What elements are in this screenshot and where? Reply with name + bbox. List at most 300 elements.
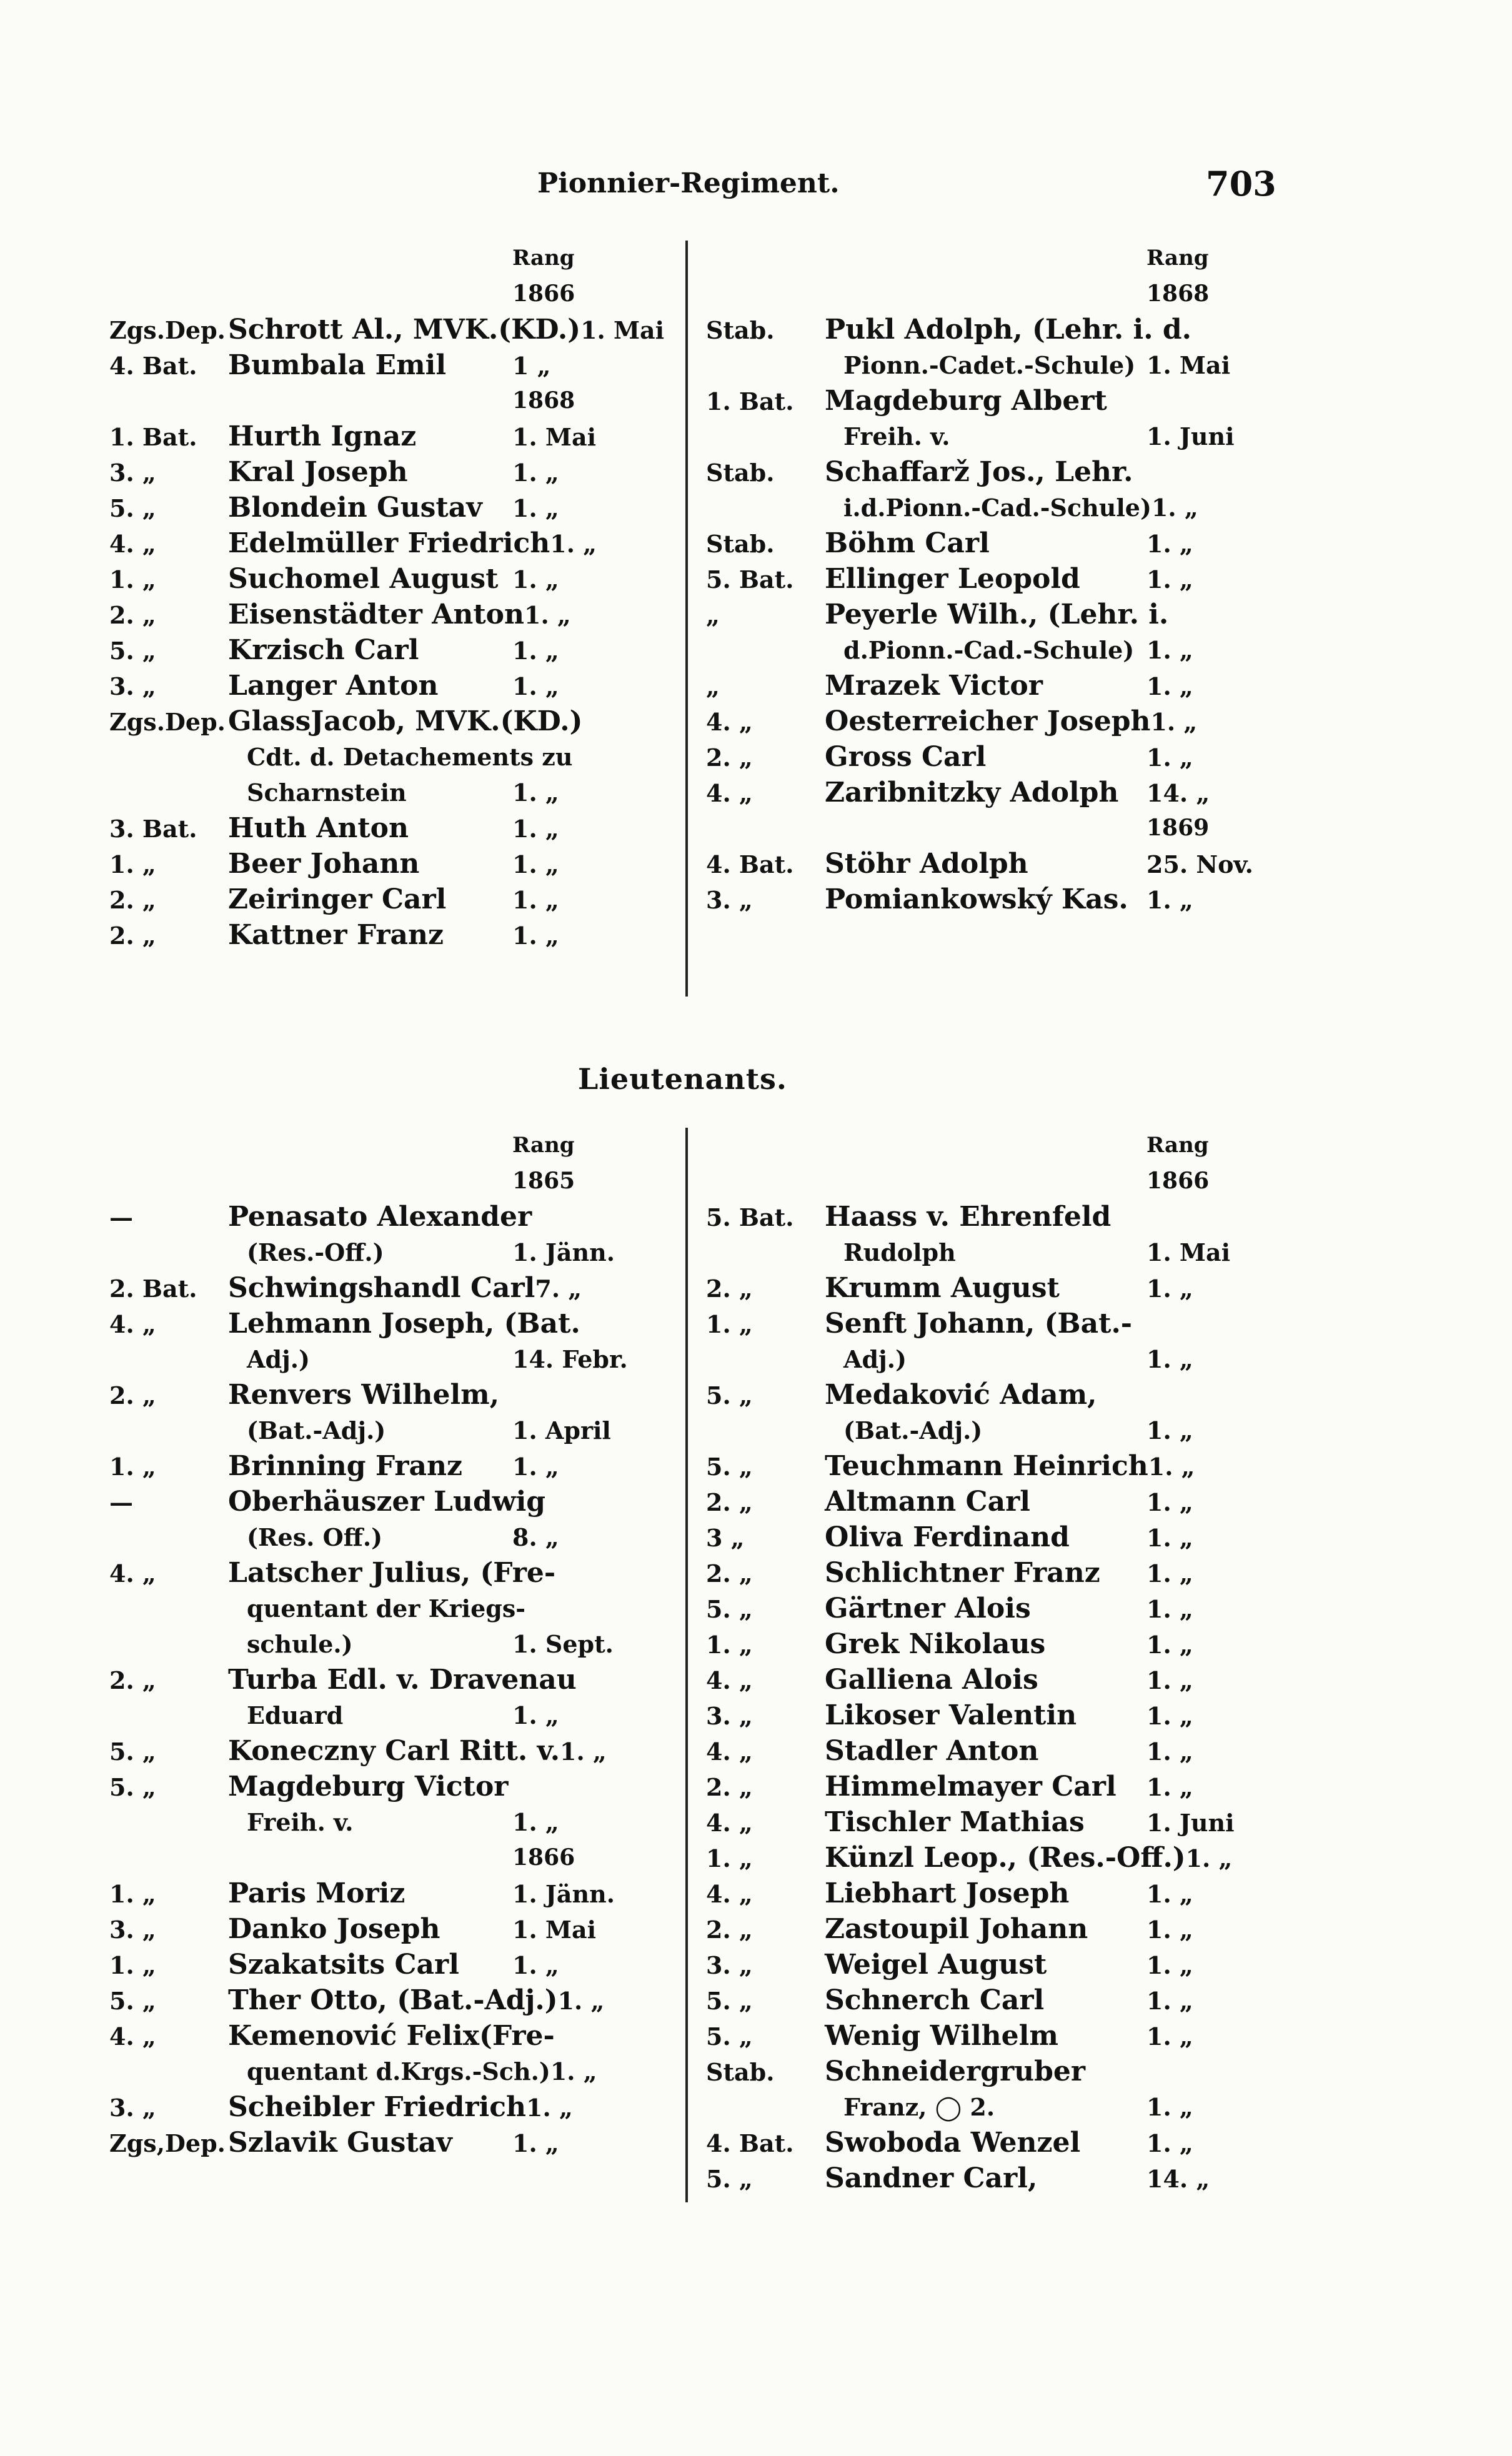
rank-date: 1. „ [1146,1488,1193,1516]
unit: 5. „ [706,1595,753,1623]
unit: 1. „ [706,1310,753,1338]
entry-continuation [706,419,1256,454]
unit: 2. Bat. [109,1275,197,1303]
officer-entry [706,668,1256,703]
entry-continuation [109,2054,622,2089]
unit: 4. „ [109,1559,156,1588]
rank-date: 1. „ [1148,1453,1195,1481]
officer-name: Mrazek Victor [825,670,1043,702]
officer-name: Ther Otto, (Bat.-Adj.) [228,1984,558,2016]
officer-name: Freih. v. [247,1808,354,1836]
officer-entry [109,1662,622,1698]
officer-name: Schwingshandl Carl [228,1272,535,1304]
rank-date: 1. Mai [512,1916,597,1944]
officer-name: Penasato Alexander [228,1201,532,1233]
officer-entry [109,561,622,597]
year-heading [706,810,1256,846]
officer-name: Peyerle Wilh., (Lehr. i. [825,599,1169,630]
column-divider-bottom [685,1128,688,2202]
entry-continuation [109,1413,622,1448]
officer-entry [706,2054,1256,2089]
officer-name: Magdeburg Victor [228,1771,509,1802]
rank-date: 1. „ [512,459,559,487]
rank-date: 1. „ [1146,1666,1193,1694]
officer-entry [706,312,1256,347]
unit: 1. „ [109,565,156,594]
officer-name: Schaffarž Jos., Lehr. [825,456,1133,488]
unit: Stab. [706,459,775,487]
rank-date: 1. Mai [1146,1238,1231,1266]
officer-name: d.Pionn.-Cad.-Schule) [843,636,1135,664]
officer-name: Adj.) [247,1345,311,1373]
rank-date: 1. „ [1146,530,1193,558]
rank-date: 1 „ [512,352,551,380]
unit: 2. „ [706,1488,753,1516]
officer-name: Wenig Wilhelm [825,2020,1058,2052]
officer-name: Galliena Alois [825,1664,1038,1696]
officer-entry [706,561,1256,597]
unit: 2. „ [706,1559,753,1588]
unit: 2. „ [706,1916,753,1944]
officer-entry [109,1947,622,1982]
officer-name: Koneczny Carl Ritt. v. [228,1735,560,1767]
officer-name: Teuchmann Heinrich [825,1450,1148,1482]
column-top-left [109,241,665,953]
rank-date: 1. „ [550,530,597,558]
officer-name: Rudolph [843,1238,956,1266]
unit: Zgs.Dep. [109,316,226,344]
officer-entry [706,775,1256,810]
unit: 1. „ [109,1453,156,1481]
officer-name: Oberhäuszer Ludwig [228,1486,546,1518]
rank-date: 14. „ [1146,2165,1210,2193]
officer-name: Krzisch Carl [228,634,419,666]
officer-name: (Res.-Off.) [247,1238,384,1266]
year-label: 1869 [1146,815,1210,841]
officer-entry [706,2018,1256,2054]
unit: 5. „ [706,1987,753,2015]
rank-date: 1. „ [512,815,559,843]
entry-continuation [109,1341,628,1377]
unit: 5. „ [109,1738,156,1766]
entry-continuation [109,1591,622,1626]
officer-name: (Res. Off.) [247,1523,383,1551]
unit: 3. „ [706,886,753,914]
year-label: 1865 [512,1168,575,1194]
entry-continuation [706,1341,1256,1377]
officer-name: Kemenović Felix(Fre- [228,2020,555,2052]
officer-name: Schnerch Carl [825,1984,1045,2016]
officer-name: Brinning Franz [228,1450,462,1482]
unit: 1. Bat. [109,423,197,451]
officer-name: quentant d.Krgs.-Sch.) [247,2057,550,2086]
rank-date: 1. „ [1151,494,1198,522]
rank-date: 1. „ [1146,1595,1193,1623]
officer-name: GlassJacob, MVK.(KD.) [228,705,583,737]
rank-date: 1. „ [1146,636,1193,664]
officer-name: Scharnstein [247,778,407,807]
officer-entry [706,1519,1256,1555]
officer-entry [109,1555,622,1591]
unit: 1. „ [706,1631,753,1659]
rang-header: Rang [1146,1133,1209,1158]
rang-header: Rang [512,246,575,271]
unit: „ [706,672,720,700]
officer-name: Adj.) [843,1345,907,1373]
year-label: 1866 [512,1844,575,1871]
officer-name: Latscher Julius, (Fre- [228,1557,556,1589]
rank-date: 7. „ [535,1275,582,1303]
officer-name: Tischler Mathias [825,1806,1085,1838]
officer-name: Medaković Adam, [825,1379,1097,1411]
officer-entry [706,597,1256,632]
officer-entry [706,1484,1256,1519]
year-label: 1868 [1146,281,1210,307]
rank-date: 1. „ [1146,1416,1193,1444]
officer-name: Ellinger Leopold [825,563,1080,595]
officer-name: Szlavik Gustav [228,2127,452,2159]
unit: 4. „ [109,1310,156,1338]
unit: Stab. [706,2058,775,2086]
rank-date: 1. Mai [1146,351,1231,379]
unit: 3. „ [706,1702,753,1730]
officer-entry [109,1448,622,1484]
officer-entry [706,1662,1256,1698]
rank-date: 1. „ [512,922,559,950]
officer-entry [109,2125,622,2160]
officer-name: Magdeburg Albert [825,385,1107,417]
entry-continuation [706,1235,1256,1270]
unit: — [109,1488,133,1516]
rank-date: 1. „ [1185,1844,1233,1872]
officer-entry [706,2125,1256,2160]
officer-name: Senft Johann, (Bat.- [825,1308,1133,1340]
entry-continuation [706,2089,1256,2125]
rank-date: 1. „ [560,1738,607,1766]
officer-name: (Bat.-Adj.) [843,1416,983,1444]
unit: 2. „ [706,1773,753,1801]
rank-date: 1. „ [1146,672,1193,700]
unit: 2. „ [706,1275,753,1303]
year-heading [109,383,622,419]
officer-name: Likoser Valentin [825,1699,1077,1731]
officer-name: Franz, ◯ 2. [843,2093,995,2121]
officer-name: Renvers Wilhelm, [228,1379,500,1411]
rank-date: 1. „ [1146,1631,1193,1659]
officer-name: Lehmann Joseph, (Bat. [228,1308,580,1340]
unit: 5. „ [109,494,156,522]
officer-name: Bumbala Emil [228,349,447,381]
unit: 4. Bat. [706,850,794,878]
rank-date: 14. Febr. [512,1345,628,1373]
officer-entry [109,2089,622,2125]
rank-date: 1. Jänn. [512,1238,615,1266]
unit: 5. „ [706,2165,753,2193]
officer-name: Swoboda Wenzel [825,2127,1081,2159]
officer-entry [109,882,622,917]
officer-name: Oliva Ferdinand [825,1521,1070,1553]
unit: — [109,1203,133,1231]
entry-continuation [109,1626,622,1662]
officer-entry [109,1911,622,1947]
unit: 5. „ [109,1987,156,2015]
rank-date: 1. „ [550,2057,597,2086]
officer-name: Beer Johann [228,848,420,880]
unit: 5. „ [109,637,156,665]
officer-entry [109,312,665,347]
rank-date: 1. Juni [1146,1809,1235,1837]
officer-entry [109,1876,622,1911]
officer-name: Weigel August [825,1949,1047,1981]
entry-continuation [706,632,1256,668]
rank-date: 1. „ [512,850,559,878]
officer-name: Schlichtner Franz [825,1557,1100,1589]
unit: Zgs.Dep. [109,708,226,736]
officer-name: Gross Carl [825,741,987,773]
unit: 2. „ [109,886,156,914]
officer-entry [706,1911,1256,1947]
officer-name: Szakatsits Carl [228,1949,459,1981]
year-heading [109,1840,622,1876]
officer-entry [706,1306,1256,1341]
officer-entry [706,383,1256,419]
officer-entry [706,1591,1256,1626]
year-label: 1866 [1146,1168,1210,1194]
unit: 4. „ [109,2022,156,2051]
officer-name: Kattner Franz [228,919,444,951]
officer-name: Danko Joseph [228,1913,440,1945]
officer-entry [706,2160,1256,2196]
officer-entry [109,1377,622,1413]
unit: 3. „ [109,459,156,487]
officer-name: Stöhr Adolph [825,848,1028,880]
officer-entry [109,1484,622,1519]
officer-entry [109,1270,622,1306]
rank-date: 1. Mai [580,316,665,344]
entry-continuation [109,1235,622,1270]
officer-entry [109,2018,622,2054]
entry-continuation [706,347,1256,383]
officer-name: Krumm August [825,1272,1060,1304]
rank-date: 1. „ [524,601,571,629]
officer-entry [109,1982,622,2018]
officer-entry [706,1804,1256,1840]
rang-header: Rang [1146,246,1209,271]
unit: 2. „ [109,1381,156,1409]
entry-continuation [706,1413,1256,1448]
officer-entry [706,454,1256,490]
rank-date: 1. „ [1150,708,1198,736]
unit: 5. „ [706,1453,753,1481]
rank-date: 1. „ [512,886,559,914]
officer-entry [706,1698,1256,1733]
rank-date: 1. „ [1146,743,1193,772]
unit: 4. Bat. [109,352,197,380]
rank-date: 1. Mai [512,423,597,451]
officer-entry [706,525,1256,561]
unit: 4. „ [109,530,156,558]
unit: 5. „ [706,2022,753,2051]
rank-date: 1. „ [1146,1738,1193,1766]
entry-continuation [109,1698,622,1733]
rank-date: 1. „ [1146,1951,1193,1979]
rank-date: 1. „ [512,637,559,665]
year-heading [706,276,1256,312]
officer-name: Zaribnitzky Adolph [825,777,1119,808]
unit: 3. „ [109,1916,156,1944]
officer-entry [109,810,622,846]
rank-date: 1. „ [512,494,559,522]
officer-entry [109,419,622,454]
column-bottom-right [706,1128,1256,2196]
rang-header: Rang [512,1133,575,1158]
officer-name: Edelmüller Friedrich [228,527,550,559]
officer-entry [706,1769,1256,1804]
unit: 5. „ [706,1381,753,1409]
rank-date: 1. „ [1146,1524,1193,1552]
officer-name: Sandner Carl, [825,2162,1038,2194]
officer-name: Langer Anton [228,670,439,702]
rank-date: 1. „ [557,1987,605,2015]
officer-entry [109,1199,622,1235]
unit: 4. „ [706,1666,753,1694]
unit: 5. Bat. [706,1203,794,1231]
year-heading [109,276,622,312]
officer-entry [109,846,622,882]
unit: 2. „ [109,601,156,629]
officer-name: i.d.Pionn.-Cad.-Schule) [843,494,1151,522]
rank-date: 1. „ [1146,1916,1193,1944]
unit: 3 „ [706,1524,745,1552]
officer-entry [706,1448,1256,1484]
unit: 3. „ [706,1951,753,1979]
officer-entry [706,1947,1256,1982]
rank-date: 8. „ [512,1523,559,1551]
rank-date: 1. „ [1146,565,1193,594]
officer-name: Liebhart Joseph [825,1877,1070,1909]
unit: Stab. [706,316,775,344]
unit: 1. Bat. [706,387,794,415]
unit: 3. „ [109,2094,156,2122]
unit: 4. „ [706,779,753,807]
column-bottom-left [109,1128,628,2160]
officer-entry [706,882,1256,917]
unit: Stab. [706,530,775,558]
officer-name: Eduard [247,1701,344,1729]
officer-entry [109,917,622,953]
unit: 1. „ [109,1951,156,1979]
officer-name: Scheibler Friedrich [228,2091,527,2123]
officer-name: Turba Edl. v. Dravenau [228,1664,577,1696]
officer-entry [706,1199,1256,1235]
unit: 4. Bat. [706,2129,794,2157]
officer-entry [109,454,622,490]
officer-entry [109,668,622,703]
officer-name: Böhm Carl [825,527,990,559]
unit: „ [706,601,720,629]
officer-name: Zeiringer Carl [228,883,447,915]
officer-entry [109,347,622,383]
officer-entry [706,1733,1256,1769]
officer-name: Blondein Gustav [228,492,482,524]
unit: 4. „ [706,1809,753,1837]
unit: 5. Bat. [706,565,794,594]
officer-name: Cdt. d. Detachements zu [247,743,573,771]
officer-entry [109,597,622,632]
rank-date: 1. Juni [1146,422,1235,450]
entry-continuation [109,1804,622,1840]
rank-date: 1. „ [1146,1345,1193,1373]
unit: Zgs,Dep. [109,2129,226,2157]
year-heading [109,1163,622,1199]
officer-name: schule.) [247,1630,353,1658]
unit: 3. Bat. [109,815,197,843]
officer-name: Eisenstädter Anton [228,599,524,630]
officer-name: Schneidergruber [825,2056,1086,2087]
officer-name: Grek Nikolaus [825,1628,1046,1660]
officer-name: Huth Anton [228,812,409,844]
officer-entry [706,703,1256,739]
officer-name: (Bat.-Adj.) [247,1416,386,1444]
rank-date: 1. „ [512,1808,559,1836]
rank-date: 1. „ [526,2094,573,2122]
rank-date: 1. April [512,1416,611,1444]
rank-date: 1. Jänn. [512,1880,615,1908]
section-title-lieutenants: Lieutenants. [578,1062,787,1096]
column-divider-top [685,241,688,997]
unit: 4. „ [706,1880,753,1908]
rank-date: 1. „ [512,1701,559,1729]
officer-name: quentant der Kriegs- [247,1594,525,1623]
officer-name: Pukl Adolph, (Lehr. i. d. [825,314,1191,346]
column-top-right [706,241,1256,917]
year-label: 1868 [512,387,575,414]
running-header-title: Pionnier-Regiment. [537,167,840,199]
unit: 3. „ [109,672,156,700]
rank-date: 1. „ [1146,1773,1193,1801]
officer-entry [109,1769,622,1804]
officer-name: Stadler Anton [825,1735,1039,1767]
officer-name: Hurth Ignaz [228,420,417,452]
officer-entry [109,490,622,525]
officer-entry [109,525,622,561]
unit: 4. „ [706,1738,753,1766]
entry-continuation [706,490,1256,525]
rank-date: 1. „ [1146,1275,1193,1303]
officer-name: Himmelmayer Carl [825,1771,1117,1802]
officer-entry [706,1270,1256,1306]
unit: 1. „ [706,1844,753,1872]
officer-entry [706,739,1256,775]
rank-date: 1. „ [512,2129,559,2157]
entry-continuation [109,775,622,810]
entry-continuation [109,1519,622,1555]
officer-name: Oesterreicher Joseph [825,705,1151,737]
officer-entry [706,1377,1256,1413]
officer-name: Haass v. Ehrenfeld [825,1201,1112,1233]
officer-name: Künzl Leop., (Res.-Off.) [825,1842,1186,1874]
officer-name: Zastoupil Johann [825,1913,1088,1945]
officer-entry [109,703,622,739]
unit: 4. „ [706,708,753,736]
officer-entry [109,632,622,668]
unit: 1. „ [109,850,156,878]
officer-entry [706,846,1256,882]
officer-name: Suchomel August [228,563,499,595]
unit: 2. „ [109,1666,156,1694]
rank-date: 1. „ [1146,1559,1193,1588]
rank-date: 25. Nov. [1146,850,1253,878]
